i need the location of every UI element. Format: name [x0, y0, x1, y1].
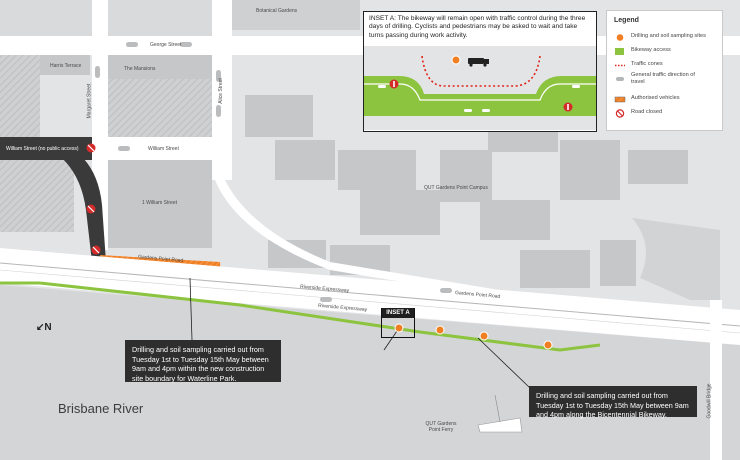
building	[628, 150, 688, 184]
green-band-icon	[614, 44, 626, 55]
margaret-street-label: Margaret Street	[86, 83, 93, 119]
north-arrow-icon: ↙N	[36, 322, 52, 333]
sampling-site-marker	[452, 56, 460, 64]
alice-street-label: Alice Street	[217, 78, 224, 104]
building	[338, 150, 416, 190]
no-entry-icon	[614, 106, 626, 117]
orange-dot-icon	[614, 30, 626, 41]
inset-a-tag-label: INSET A	[382, 308, 414, 318]
gardens-point-road-lower-label: Gardens Point Road	[454, 290, 501, 300]
riverside-expressway-label: Riverside Expressway	[299, 283, 350, 295]
hatched-block	[0, 55, 40, 137]
inset-a-panel	[363, 11, 597, 132]
callout-waterline-park: Drilling and soil sampling carried out from Tuesday 1st to Tuesday 15th May between 9am and 4pm within the new construction site boundary for Waterline Park.	[125, 340, 281, 382]
legend-item-traffic-cones: Traffic cones	[614, 58, 663, 69]
qut-campus-label: QUT Gardens Point Campus	[424, 185, 488, 191]
road-closed-marker	[92, 246, 101, 255]
building	[440, 150, 492, 202]
legend-item-authorised-vehicles: Authorised vehicles	[614, 92, 680, 103]
one-william-street-label: 1 William Street	[142, 200, 178, 206]
building	[360, 190, 440, 235]
red-dotted-line-icon	[614, 58, 626, 69]
building	[245, 95, 313, 137]
vehicle-icon	[614, 92, 626, 103]
callout-bicentennial-bikeway: Drilling and soil sampling carried out from Tuesday 1st to Tuesday 15th May between 9am and 4pm along the Bicentennial Bikeway.	[529, 386, 697, 417]
building	[232, 0, 360, 30]
legend-item-traffic-direction: General traffic direction of travel	[614, 72, 709, 89]
inset-a-marker	[381, 308, 415, 338]
road-closed-marker	[87, 144, 96, 153]
sampling-site-marker	[480, 332, 488, 340]
gardens-point-road-label: Gardens Point Road	[137, 254, 184, 264]
qut-ferry-label: QUT Gardens Point Ferry	[425, 421, 457, 433]
legend-item-road-closed: Road closed	[614, 106, 662, 117]
the-mansions-label: The Mansions	[124, 66, 156, 72]
legend-panel	[606, 10, 723, 131]
inset-a-diagram	[364, 46, 596, 130]
george-street-label: George Street	[150, 42, 182, 48]
brisbane-river-label: Brisbane River	[58, 401, 144, 416]
hatched-block	[0, 160, 74, 232]
william-street-label: William Street	[148, 146, 179, 152]
william-street-closed-label: William Street (no public access)	[6, 146, 79, 152]
inset-a-description: INSET A: The bikeway will remain open with traffic control during the three days of drilling. Cyclists and pedestrians may be asked to wait and take turns passing during work activity.	[369, 15, 586, 39]
legend-item-sampling-sites: Drilling and soil sampling sites	[614, 30, 706, 41]
riverside-expressway-label-2: Riverside Expressway	[317, 302, 368, 314]
harris-terrace-label: Harris Terrace	[50, 63, 82, 69]
road-closed-marker	[87, 205, 96, 214]
goodwill-bridge-label: Goodwill Bridge	[706, 383, 713, 419]
botanical-gardens-label: Botanical Gardens	[256, 8, 298, 14]
sampling-site-marker	[544, 341, 552, 349]
building	[520, 250, 590, 288]
arrow-pill-icon	[614, 72, 626, 83]
building	[560, 140, 620, 200]
building	[480, 200, 550, 240]
sampling-site-marker	[436, 326, 444, 334]
legend-title: Legend	[614, 17, 639, 24]
goodwill-bridge	[710, 300, 722, 460]
building	[275, 140, 335, 180]
building	[600, 240, 636, 286]
hatched-block	[108, 79, 212, 137]
legend-item-bikeway: Bikeway access	[614, 44, 671, 55]
vehicle-icon	[468, 58, 484, 64]
